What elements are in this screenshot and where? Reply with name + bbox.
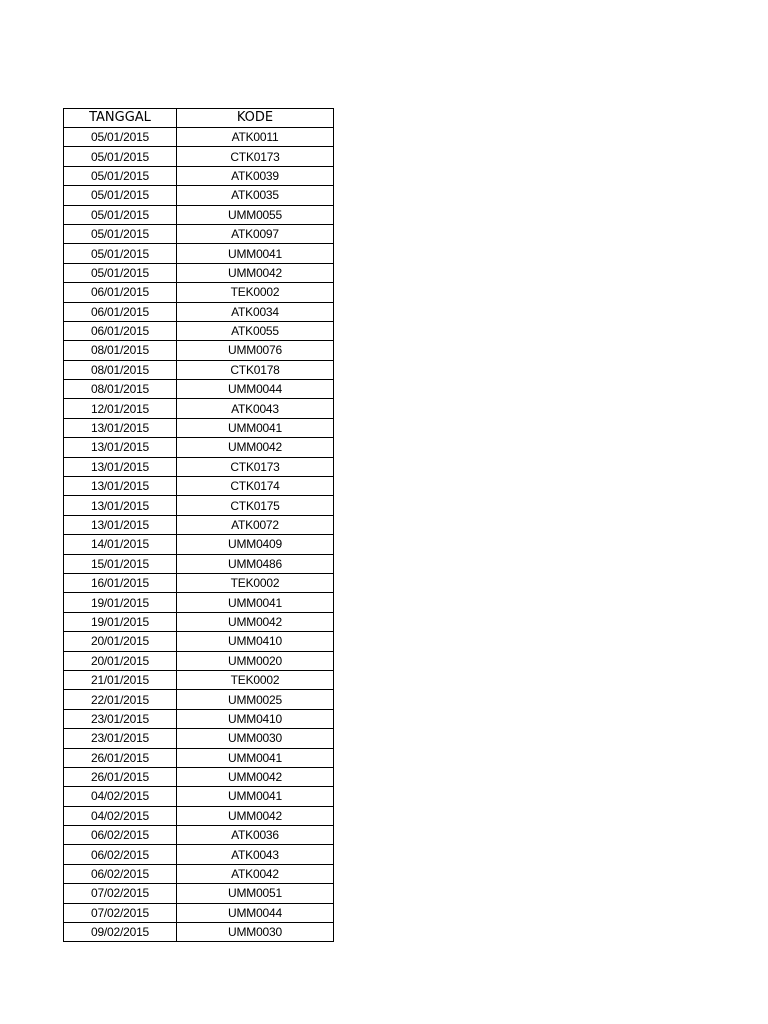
table-row [64, 670, 334, 689]
cell-tanggal: 04/02/2015 [64, 806, 177, 825]
cell-kode: UMM0044 [177, 380, 334, 399]
cell-tanggal: 06/01/2015 [64, 321, 177, 340]
table-row [64, 438, 334, 457]
table-row [64, 360, 334, 379]
table-row [64, 302, 334, 321]
cell-tanggal: 26/01/2015 [64, 767, 177, 786]
table-row [64, 186, 334, 205]
cell-tanggal: 05/01/2015 [64, 166, 177, 185]
cell-tanggal: 08/01/2015 [64, 380, 177, 399]
table-row [64, 923, 334, 942]
cell-kode: CTK0178 [177, 360, 334, 379]
cell-tanggal: 05/01/2015 [64, 224, 177, 243]
cell-kode: TEK0002 [177, 573, 334, 592]
table-row [64, 787, 334, 806]
cell-tanggal: 07/02/2015 [64, 903, 177, 922]
cell-tanggal: 15/01/2015 [64, 554, 177, 573]
table-row [64, 380, 334, 399]
table-row [64, 166, 334, 185]
cell-kode: ATK0011 [177, 128, 334, 147]
header-kode: KODE [177, 109, 334, 128]
table-row [64, 845, 334, 864]
cell-tanggal: 23/01/2015 [64, 729, 177, 748]
table-row [64, 224, 334, 243]
cell-kode: ATK0055 [177, 321, 334, 340]
cell-tanggal: 07/02/2015 [64, 884, 177, 903]
cell-kode: UMM0076 [177, 341, 334, 360]
cell-kode: UMM0020 [177, 651, 334, 670]
date-code-table [63, 108, 334, 942]
cell-tanggal: 05/01/2015 [64, 263, 177, 282]
cell-tanggal: 23/01/2015 [64, 709, 177, 728]
table-row [64, 632, 334, 651]
table-row [64, 806, 334, 825]
cell-kode: UMM0041 [177, 418, 334, 437]
table-row [64, 690, 334, 709]
table-row [64, 341, 334, 360]
table-row [64, 457, 334, 476]
table-row [64, 729, 334, 748]
cell-kode: UMM0410 [177, 709, 334, 728]
table-row [64, 283, 334, 302]
table-row [64, 496, 334, 515]
cell-tanggal: 08/01/2015 [64, 360, 177, 379]
cell-kode: UMM0042 [177, 438, 334, 457]
cell-tanggal: 14/01/2015 [64, 535, 177, 554]
table-row [64, 244, 334, 263]
table-row [64, 147, 334, 166]
cell-tanggal: 20/01/2015 [64, 651, 177, 670]
cell-tanggal: 12/01/2015 [64, 399, 177, 418]
cell-kode: TEK0002 [177, 670, 334, 689]
cell-tanggal: 13/01/2015 [64, 477, 177, 496]
table-row [64, 709, 334, 728]
cell-kode: UMM0030 [177, 923, 334, 942]
cell-tanggal: 06/02/2015 [64, 864, 177, 883]
table-row [64, 263, 334, 282]
cell-kode: UMM0030 [177, 729, 334, 748]
cell-kode: UMM0409 [177, 535, 334, 554]
cell-kode: ATK0072 [177, 515, 334, 534]
cell-kode: UMM0044 [177, 903, 334, 922]
spreadsheet-page [63, 108, 334, 942]
cell-tanggal: 06/01/2015 [64, 302, 177, 321]
cell-kode: UMM0042 [177, 263, 334, 282]
table-row [64, 477, 334, 496]
table-row [64, 864, 334, 883]
table-row [64, 884, 334, 903]
cell-kode: CTK0173 [177, 147, 334, 166]
cell-tanggal: 09/02/2015 [64, 923, 177, 942]
cell-tanggal: 20/01/2015 [64, 632, 177, 651]
cell-tanggal: 26/01/2015 [64, 748, 177, 767]
cell-kode: ATK0034 [177, 302, 334, 321]
cell-kode: ATK0035 [177, 186, 334, 205]
cell-tanggal: 05/01/2015 [64, 205, 177, 224]
table-row [64, 748, 334, 767]
cell-tanggal: 13/01/2015 [64, 438, 177, 457]
cell-tanggal: 05/01/2015 [64, 147, 177, 166]
cell-kode: UMM0025 [177, 690, 334, 709]
cell-tanggal: 13/01/2015 [64, 515, 177, 534]
cell-kode: TEK0002 [177, 283, 334, 302]
table-row [64, 418, 334, 437]
cell-tanggal: 06/02/2015 [64, 826, 177, 845]
cell-kode: ATK0043 [177, 399, 334, 418]
cell-kode: UMM0042 [177, 806, 334, 825]
cell-kode: UMM0410 [177, 632, 334, 651]
cell-kode: UMM0055 [177, 205, 334, 224]
cell-tanggal: 05/01/2015 [64, 128, 177, 147]
cell-tanggal: 04/02/2015 [64, 787, 177, 806]
cell-kode: UMM0041 [177, 593, 334, 612]
cell-kode: ATK0039 [177, 166, 334, 185]
cell-tanggal: 16/01/2015 [64, 573, 177, 592]
table-row [64, 593, 334, 612]
cell-tanggal: 08/01/2015 [64, 341, 177, 360]
cell-kode: UMM0042 [177, 612, 334, 631]
cell-kode: UMM0051 [177, 884, 334, 903]
table-row [64, 903, 334, 922]
table-row [64, 554, 334, 573]
cell-tanggal: 06/02/2015 [64, 845, 177, 864]
cell-kode: ATK0097 [177, 224, 334, 243]
cell-tanggal: 13/01/2015 [64, 418, 177, 437]
cell-tanggal: 05/01/2015 [64, 244, 177, 263]
cell-kode: UMM0041 [177, 244, 334, 263]
header-row [64, 109, 334, 128]
cell-kode: ATK0042 [177, 864, 334, 883]
table-row [64, 767, 334, 786]
table-row [64, 826, 334, 845]
cell-kode: UMM0041 [177, 787, 334, 806]
cell-tanggal: 22/01/2015 [64, 690, 177, 709]
cell-tanggal: 13/01/2015 [64, 457, 177, 476]
cell-kode: UMM0042 [177, 767, 334, 786]
table-row [64, 612, 334, 631]
table-row [64, 205, 334, 224]
cell-kode: UMM0041 [177, 748, 334, 767]
cell-kode: CTK0174 [177, 477, 334, 496]
cell-tanggal: 13/01/2015 [64, 496, 177, 515]
cell-tanggal: 06/01/2015 [64, 283, 177, 302]
cell-kode: CTK0173 [177, 457, 334, 476]
cell-tanggal: 19/01/2015 [64, 593, 177, 612]
table-row [64, 573, 334, 592]
table-row [64, 399, 334, 418]
cell-tanggal: 19/01/2015 [64, 612, 177, 631]
cell-kode: ATK0043 [177, 845, 334, 864]
cell-kode: ATK0036 [177, 826, 334, 845]
table-row [64, 128, 334, 147]
table-row [64, 321, 334, 340]
cell-kode: UMM0486 [177, 554, 334, 573]
table-row [64, 651, 334, 670]
table-row [64, 515, 334, 534]
cell-kode: CTK0175 [177, 496, 334, 515]
cell-tanggal: 05/01/2015 [64, 186, 177, 205]
cell-tanggal: 21/01/2015 [64, 670, 177, 689]
table-row [64, 535, 334, 554]
table-body [64, 128, 334, 942]
header-tanggal: TANGGAL [64, 109, 177, 128]
